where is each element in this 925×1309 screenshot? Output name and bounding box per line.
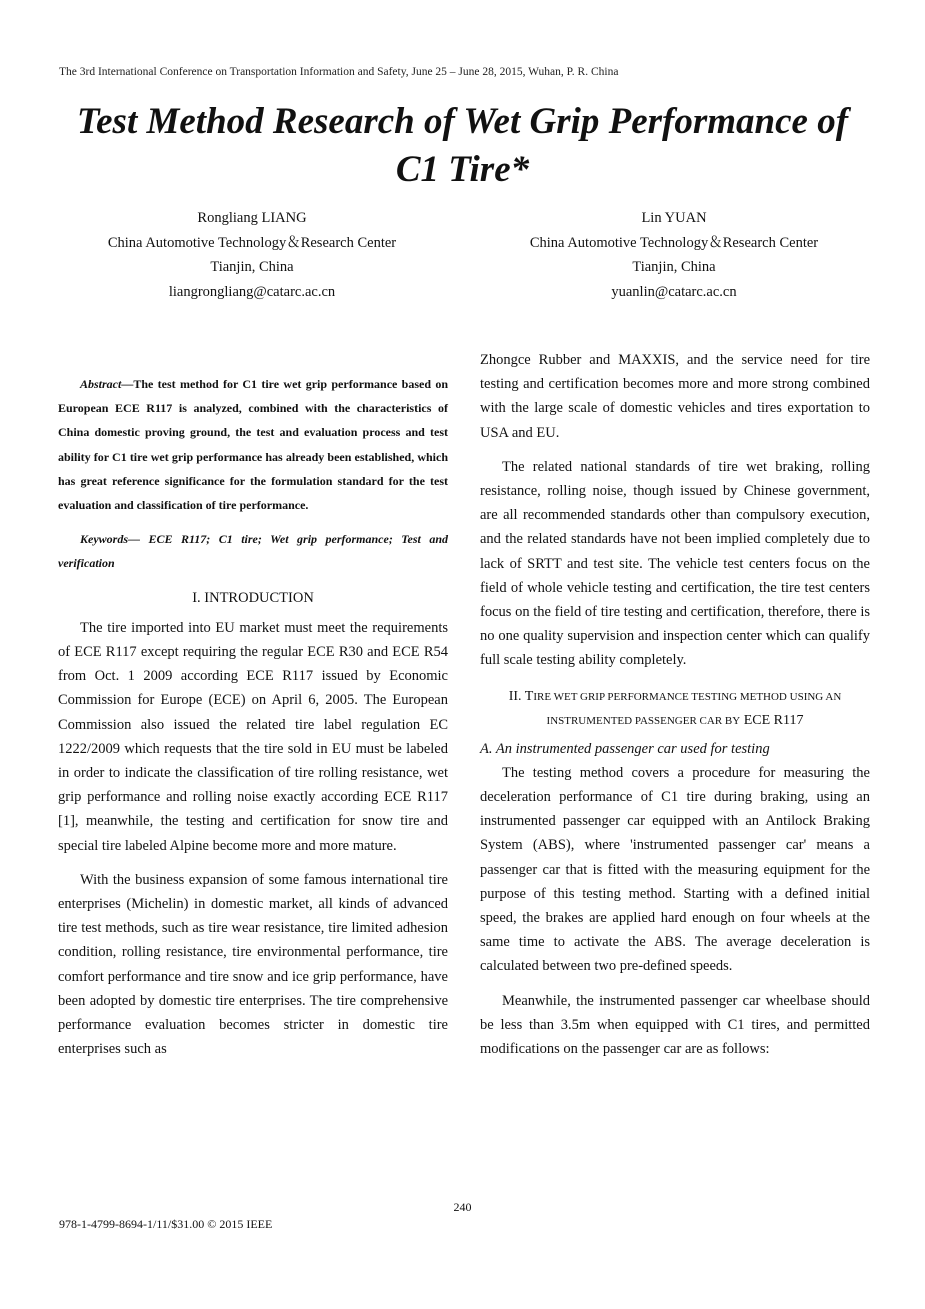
intro-paragraph-3: The related national standards of tire wet braking, rolling resistance, rolling noise, though issued by Chinese government, are all recommended standards other than compulsory execution, and the related standards have not been implied completely due to lack of SRTT and test site. The vehicle test centers focus on the field of whole vehicle testing and certification, the tire test centers focus on the field of tire testing and certification, therefore, there is no one quality supervision and inspection center which can qualify full scale testing ability completely.	[480, 458, 870, 669]
author-location: Tianjin, China	[210, 259, 294, 275]
copyright-footer: 978-1-4799-8694-1/11/$31.00 © 2015 IEEE	[59, 1217, 273, 1231]
intro-paragraph-2: With the business expansion of some famous international tire enterprises (Michelin) in domestic market, all kinds of advanced tire test methods, such as tire wear resistance, tire limited adhesion condition, rolling resistance, tire environmental performance, tire comfort performance and tire snow and ice grip performance, have been adopted by domestic tire enterprises. The tire comprehensive performance evaluation becomes stricter in domestic tire enterprises such as	[58, 871, 448, 1058]
abstract-label: Abstract—	[80, 377, 134, 391]
paper-title	[40, 98, 885, 194]
section-2-paragraph-2: Meanwhile, the instrumented passenger car wheelbase should be less than 3.5m when equipped with C1 tires, and permitted modifications on the passenger car are as follows:	[480, 992, 870, 1058]
section-2-heading-tail: ECE R117	[740, 712, 804, 728]
section-2-heading	[480, 685, 870, 733]
section-2-number: II.	[508, 688, 525, 704]
author-affiliation: China Automotive Technology＆Research Center	[529, 234, 819, 251]
author-block-1	[62, 206, 442, 304]
section-2-paragraph-1: The testing method covers a procedure for measuring the deceleration performance of C1 tire during braking, using an instrumented passenger car equipped with an Antilock Braking System (ABS), where 'instrumented passenger car' means a passenger car that is fitted with the measuring equipment for the purpose of this testing method. Starting with a defined initial speed, the brakes are applied hard enough on four wheels at the same time to activate the ABS. The average deceleration is calculated between two pre-defined speeds.	[480, 764, 870, 975]
author-block-2	[484, 206, 864, 304]
author-name: Rongliang LIANG	[197, 210, 307, 226]
keywords	[58, 527, 448, 575]
intro-paragraph-1: The tire imported into EU market must meet the requirements of ECE R117 except requiring the regular ECE R30 and ECE R54 from Oct. 1 2009 according ECE R117 issued by Economic Commission for Europe (ECE) on April 6, 2005. The European Commission also issued the related tire label regulation EC 1222/2009 which requests that the tire sold in EU must be labeled in order to indicate the classification of tire rolling resistance, wet grip performance and rolling noise exactly according ECE R117 [1], meanwhile, the testing and certification for snow tire and special tire labeled Alpine become more and more mature.	[58, 619, 448, 854]
section-2-heading-line-2: INSTRUMENTED PASSENGER CAR BY	[546, 714, 741, 727]
left-column	[58, 372, 448, 1061]
abstract	[58, 372, 448, 517]
author-affiliation: China Automotive Technology＆Research Center	[107, 234, 397, 251]
keywords-label: Keywords—	[80, 532, 140, 547]
subsection-a-heading: A. An instrumented passenger car used for testing	[480, 740, 770, 757]
right-column	[480, 348, 870, 1061]
section-2-heading-line-1: IRE WET GRIP PERFORMANCE TESTING METHOD USING AN	[533, 690, 842, 703]
abstract-text: The test method for C1 tire wet grip performance based on European ECE R117 is analyzed, combined with the characteristics of China domestic proving ground, the test and evaluation process and test ability for C1 tire wet grip performance has already been established, which has great reference significance for the formulation standard for the test evaluation and classification of tire performance.	[58, 377, 448, 513]
author-email: yuanlin@catarc.ac.cn	[611, 283, 737, 300]
conference-header: The 3rd International Conference on Transportation Information and Safety, June 25 – June 28, 2015, Wuhan, P. R. China	[59, 66, 619, 78]
author-email: liangrongliang@catarc.ac.cn	[168, 283, 336, 300]
author-location: Tianjin, China	[632, 259, 716, 275]
page-number: 240	[453, 1200, 472, 1214]
title-line-1: Test Method Research of Wet Grip Performance of	[76, 101, 849, 142]
section-2-heading-cap: T	[524, 688, 534, 704]
keywords-text: ECE R117; C1 tire; Wet grip performance; Test and verification	[58, 532, 448, 571]
intro-paragraph-2-continued: Zhongce Rubber and MAXXIS, and the service need for tire testing and certification becomes more and more strong combined with the large scale of domestic vehicles and tires exportation to USA and EU.	[480, 352, 870, 441]
section-1-heading: I. INTRODUCTION	[192, 589, 314, 606]
author-name: Lin YUAN	[641, 210, 707, 226]
title-line-2: C1 Tire*	[395, 149, 530, 190]
